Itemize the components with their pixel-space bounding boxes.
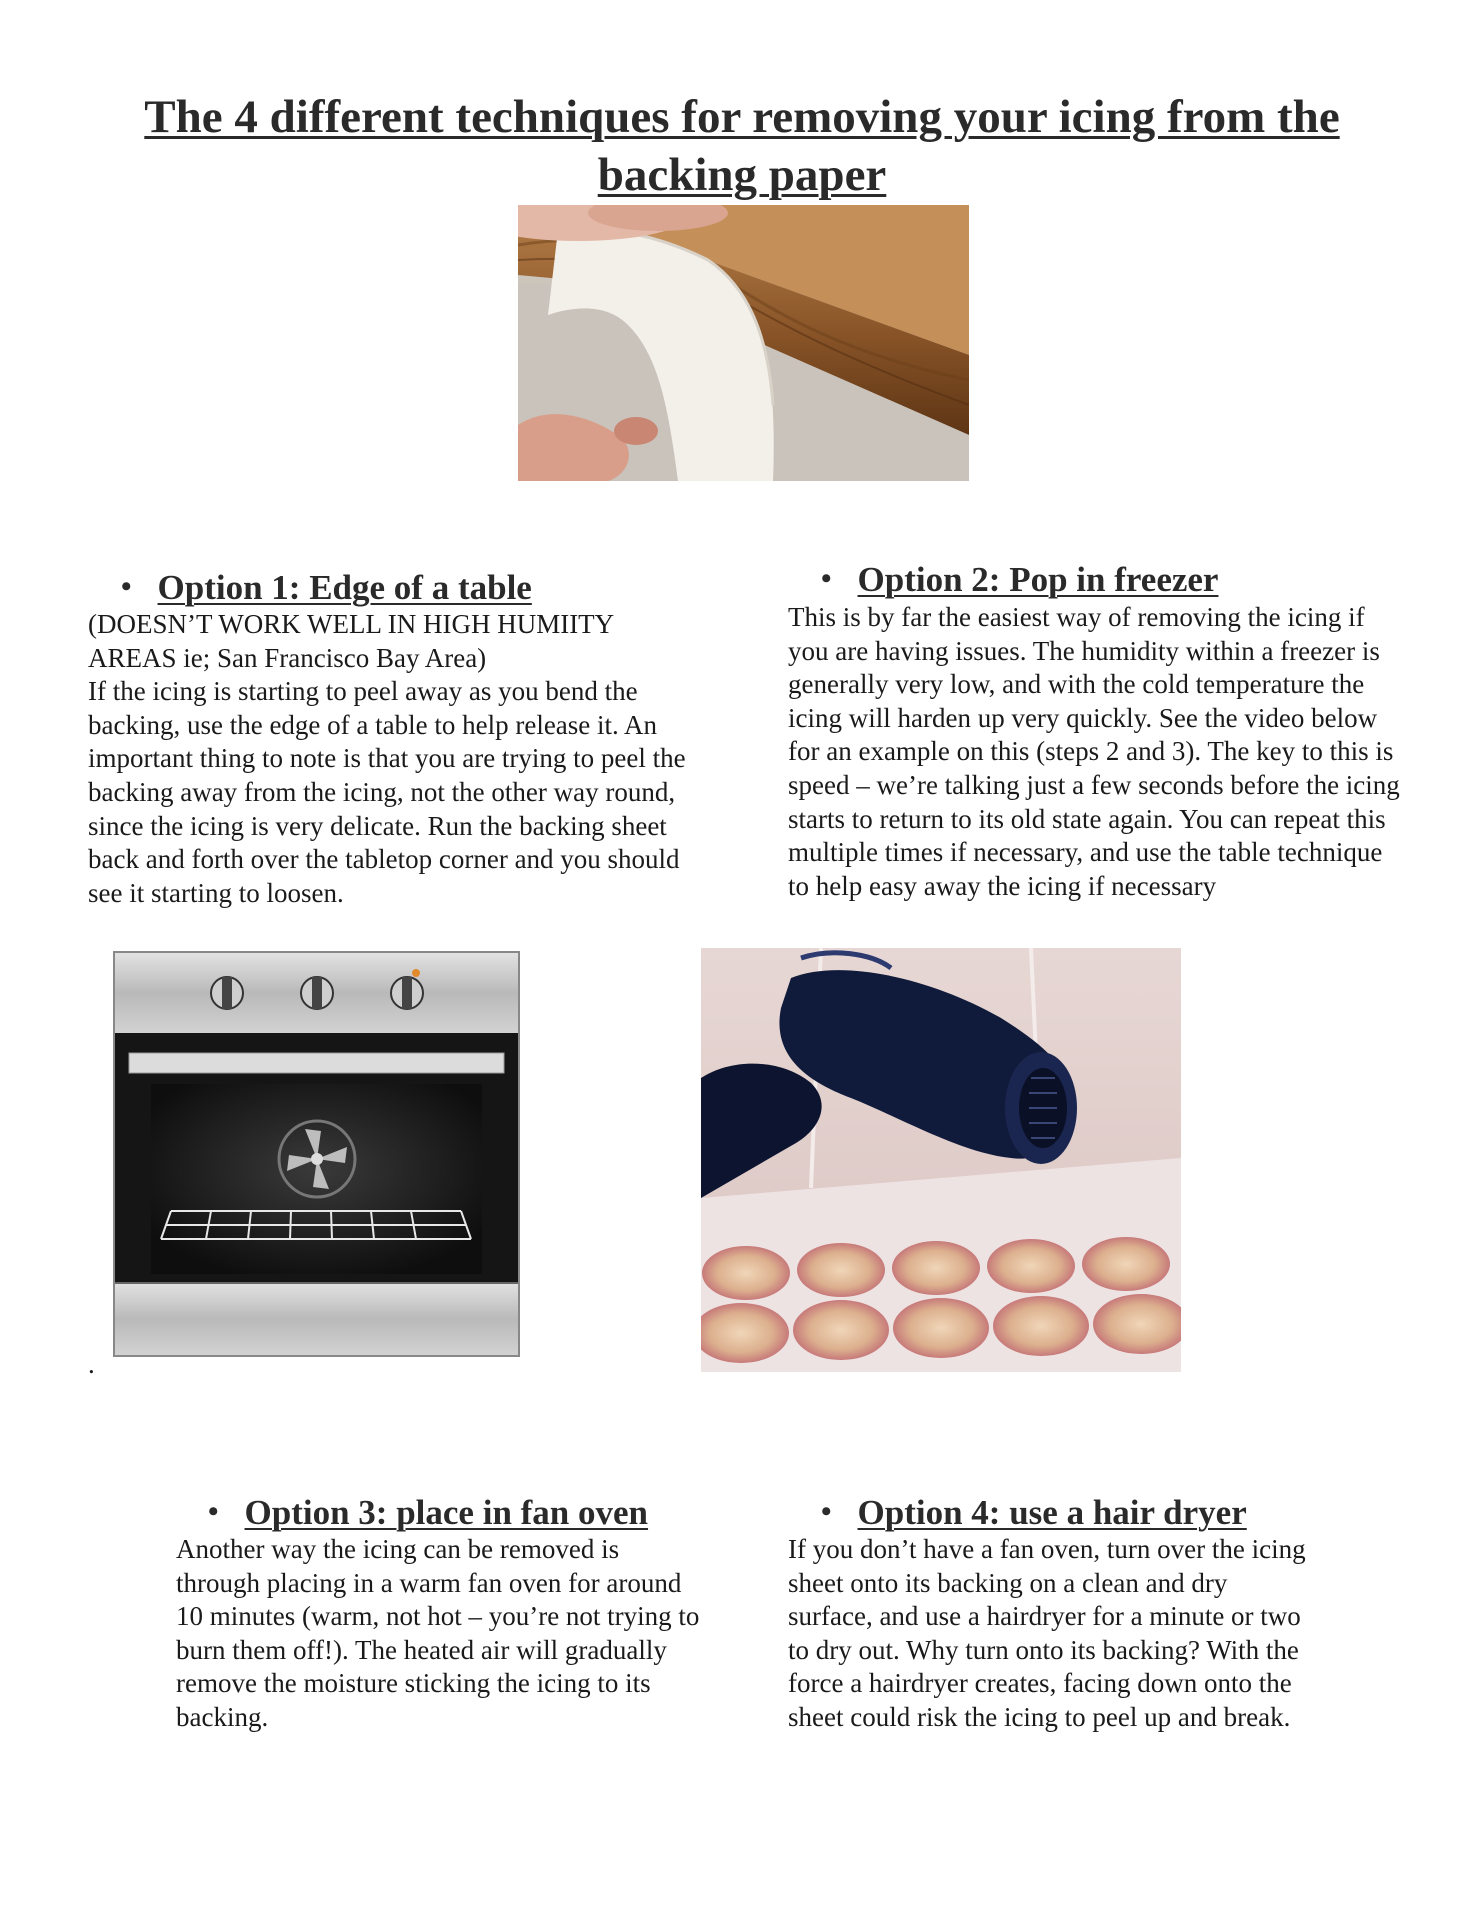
bullet-icon: • — [208, 1495, 219, 1528]
option-2-body: This is by far the easiest way of removing the icing if you are having issues. The humidity within a freezer is generally very low, and with the cold temperature the icing will harden up very quickly. See the video below for an example on this (steps 2 and 3). The key to this is speed – we’re talking just a few seconds before the icing starts to return to its old state again. You can repeat this multiple times if necessary, and use the table technique to help easy away the icing if necessary — [788, 602, 1400, 901]
option-3-heading — [208, 1491, 648, 1534]
option-2-heading — [821, 558, 1218, 601]
option-1-note: (DOESN’T WORK WELL IN HIGH HUMIITY AREAS ie; San Francisco Bay Area) — [88, 609, 614, 673]
option-1-text — [88, 608, 708, 910]
option-1-title: Option 1: Edge of a table — [157, 568, 532, 607]
stray-mark: . — [88, 1349, 95, 1379]
option-2-text — [788, 601, 1408, 903]
option-2-title: Option 2: Pop in freezer — [857, 560, 1219, 599]
bullet-icon: • — [121, 570, 132, 603]
option-1-body: If the icing is starting to peel away as you bend the backing, use the edge of a table to help release it. An important thing to note is that you are trying to peel the backing away from the icing, not the other way round, since the icing is very delicate. Run the backing sheet back and forth over the tabletop corner and you should see it starting to loosen. — [88, 676, 686, 908]
option-3-body: Another way the icing can be removed is through placing in a warm fan oven for around 10 minutes (warm, not hot – you’re not trying to burn them off!). The heated air will gradually remove the moisture sticking the icing to its backing. — [176, 1534, 700, 1732]
option-4-title: Option 4: use a hair dryer — [857, 1493, 1247, 1532]
table-edge-photo — [518, 205, 969, 481]
page-title: The 4 different techniques for removing your icing from the backing paper — [144, 91, 1340, 201]
option-1-heading — [121, 566, 532, 609]
bullet-icon: • — [821, 1495, 832, 1528]
bullet-icon: • — [821, 562, 832, 595]
option-3-title: Option 3: place in fan oven — [244, 1493, 649, 1532]
option-4-heading — [821, 1491, 1247, 1534]
option-4-text — [788, 1533, 1318, 1735]
hair-dryer-photo — [701, 948, 1181, 1372]
option-3-text — [176, 1533, 706, 1735]
fan-oven-photo — [111, 949, 522, 1359]
option-4-body: If you don’t have a fan oven, turn over the icing sheet onto its backing on a clean and dry surface, and use a hairdryer for a minute or two to dry out. Why turn onto its backing? With the force a hairdryer creates, facing down onto the sheet could risk the icing to peel up and break. — [788, 1534, 1306, 1732]
